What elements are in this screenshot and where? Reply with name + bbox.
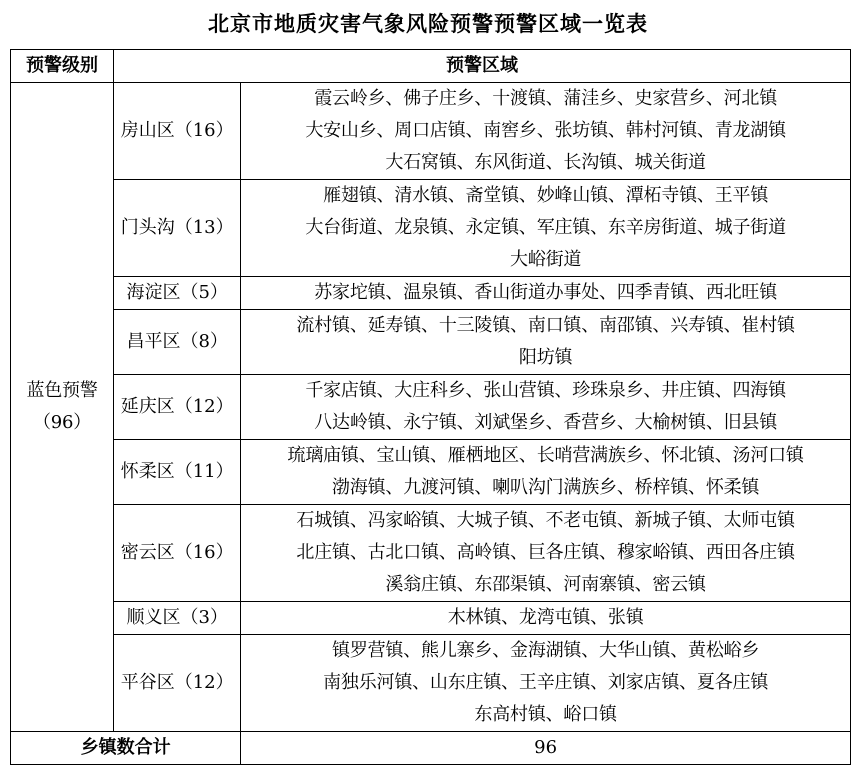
district-towns <box>241 375 851 440</box>
town-list-line: 南独乐河镇、山东庄镇、王辛庄镇、刘家店镇、夏各庄镇 <box>323 672 769 693</box>
district-towns <box>241 440 851 505</box>
town-list-line: 霞云岭乡、佛子庄乡、十渡镇、蒲洼乡、史家营乡、河北镇 <box>314 88 778 109</box>
district-name: 怀柔区（11） <box>114 440 241 505</box>
district-name: 平谷区（12） <box>114 635 241 732</box>
page-title: 北京市地质灾害气象风险预警预警区域一览表 <box>208 12 648 36</box>
town-list-line: 苏家坨镇、温泉镇、香山街道办事处、四季青镇、西北旺镇 <box>314 282 778 303</box>
warning-level-cell <box>11 83 114 732</box>
town-list-line: 木林镇、龙湾屯镇、张镇 <box>447 607 644 628</box>
total-label: 乡镇数合计 <box>11 732 241 765</box>
total-value: 96 <box>241 732 851 765</box>
warning-level-count: （96） <box>33 412 92 433</box>
town-list-line: 北庄镇、古北口镇、高岭镇、巨各庄镇、穆家峪镇、西田各庄镇 <box>296 542 795 563</box>
district-towns <box>241 310 851 375</box>
table-row <box>11 277 851 310</box>
town-list-line: 大石窝镇、东风街道、长沟镇、城关街道 <box>385 152 706 173</box>
district-towns <box>241 602 851 635</box>
district-name: 昌平区（8） <box>114 310 241 375</box>
table-row <box>11 375 851 440</box>
warning-region-table <box>10 49 851 765</box>
district-name: 延庆区（12） <box>114 375 241 440</box>
table-header-row <box>11 50 851 83</box>
district-name: 海淀区（5） <box>114 277 241 310</box>
warning-level-name: 蓝色预警 <box>26 380 98 401</box>
town-list-line: 琉璃庙镇、宝山镇、雁栖地区、长哨营满族乡、怀北镇、汤河口镇 <box>287 445 804 466</box>
town-list-line: 东高村镇、峪口镇 <box>474 704 617 725</box>
table-row <box>11 635 851 732</box>
header-warning-level: 预警级别 <box>11 50 114 83</box>
district-towns <box>241 635 851 732</box>
district-towns <box>241 180 851 277</box>
town-list-line: 镇罗营镇、熊儿寨乡、金海湖镇、大华山镇、黄松峪乡 <box>332 640 760 661</box>
district-towns <box>241 505 851 602</box>
table-row <box>11 180 851 277</box>
town-list-line: 雁翅镇、清水镇、斋堂镇、妙峰山镇、潭柘寺镇、王平镇 <box>323 185 769 206</box>
table-row <box>11 440 851 505</box>
table-body <box>11 83 851 765</box>
town-list-line: 千家店镇、大庄科乡、张山营镇、珍珠泉乡、井庄镇、四海镇 <box>305 380 786 401</box>
district-name: 门头沟（13） <box>114 180 241 277</box>
district-name: 顺义区（3） <box>114 602 241 635</box>
town-list-line: 大台街道、龙泉镇、永定镇、军庄镇、东辛房街道、城子街道 <box>305 217 786 238</box>
district-towns <box>241 277 851 310</box>
table-row <box>11 505 851 602</box>
header-warning-region: 预警区域 <box>114 50 851 83</box>
town-list-line: 八达岭镇、永宁镇、刘斌堡乡、香营乡、大榆树镇、旧县镇 <box>314 412 778 433</box>
town-list-line: 流村镇、延寿镇、十三陵镇、南口镇、南邵镇、兴寿镇、崔村镇 <box>296 315 795 336</box>
district-towns <box>241 83 851 180</box>
town-list-line: 石城镇、冯家峪镇、大城子镇、不老屯镇、新城子镇、太师屯镇 <box>296 510 795 531</box>
district-name: 密云区（16） <box>114 505 241 602</box>
district-name: 房山区（16） <box>114 83 241 180</box>
table-row <box>11 83 851 180</box>
town-list-line: 渤海镇、九渡河镇、喇叭沟门满族乡、桥梓镇、怀柔镇 <box>332 477 760 498</box>
town-list-line: 大峪街道 <box>510 249 582 270</box>
town-list-line: 溪翁庄镇、东邵渠镇、河南寨镇、密云镇 <box>385 574 706 595</box>
table-row <box>11 310 851 375</box>
town-list-line: 大安山乡、周口店镇、南窖乡、张坊镇、韩村河镇、青龙湖镇 <box>305 120 786 141</box>
table-row <box>11 602 851 635</box>
town-list-line: 阳坊镇 <box>518 347 573 368</box>
